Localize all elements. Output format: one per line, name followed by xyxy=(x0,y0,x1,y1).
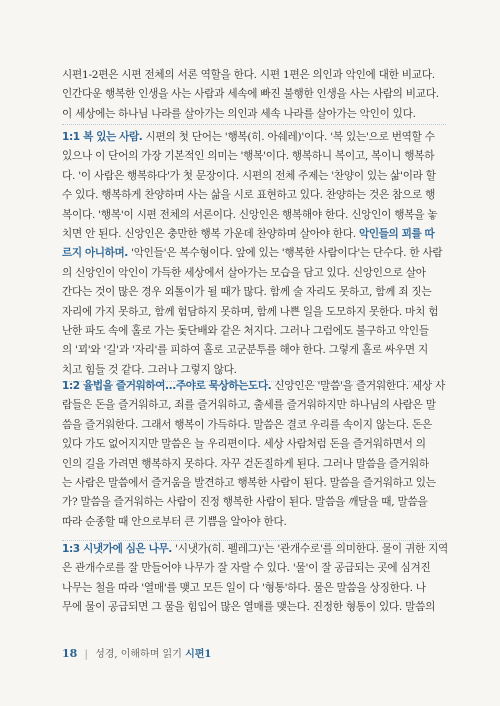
text-line: 수 있다. 행복하게 찬양하며 사는 삶을 시로 표현하고 있다. 찬양하는 것은 참으로 행 xyxy=(62,189,436,202)
text-line: 있으나 이 단어의 가장 기본적인 의미는 '행복'이다. 행복하니 복이고, 복이니 행복하 xyxy=(62,150,435,163)
text-line: 나무는 철을 따라 '열매'를 맺고 모든 일이 다 '형통'하다. 물은 말씀을 상징한다. 나 xyxy=(62,581,426,594)
text-line: 치면 안 된다. 신앙인은 충만한 행복 가운데 찬양하며 살아야 한다. 악인들의 꾀를 따 xyxy=(62,228,435,241)
section-divider xyxy=(62,124,446,125)
intro-line: 인간다운 행복한 인생을 사는 사람과 세속에 빠진 불행한 인생을 사는 사람의 비교다. xyxy=(62,88,439,101)
text-line: 자리에 가지 못하고, 함께 험담하지 못하며, 함께 나쁜 일을 도모하지 못한다. 마치 험 xyxy=(62,305,439,318)
text-line: 따라 순종할 때 안으로부터 큰 기쁨을 알아야 한다. xyxy=(62,515,287,528)
verse-emphasis: 악인들의 꾀를 따 xyxy=(358,228,435,241)
page-footer xyxy=(62,645,211,660)
text-line: 인의 길을 가려면 행복하지 못하다. 자꾸 걷돈질하게 된다. 그러나 말씀을 즐거워하 xyxy=(62,457,429,470)
verse-section-1-2 xyxy=(62,377,446,532)
text-line: 1:3 시냇가에 심은 나무. '시냇가(히. 펠레그)'는 '관개수로'를 의미한다. 물이 귀한 지역 xyxy=(62,543,449,555)
intro-line: 이 세상에는 하나님 나라를 살아가는 의인과 세속 나라를 살아가는 악인이 있다. xyxy=(62,107,416,120)
text-line: 있다 가도 없어지지만 말씀은 늘 우리편이다. 세상 사람처럼 돈을 즐거워하면서 의 xyxy=(62,438,426,451)
text-line: 의 신앙인이 악인이 가득한 세상에서 살아가는 모습을 담고 있다. 신앙인으로 살아 xyxy=(62,266,426,279)
page-number: 18 xyxy=(62,647,78,660)
text-line: 은 관개수로를 잘 만들어야 나무가 잘 자랄 수 있다. '물'이 잘 공급되는 곳에 심겨진 xyxy=(62,562,431,575)
verse-section-1-1 xyxy=(62,128,446,380)
text-line: 난한 파도 속에 홀로 가는 돛단배와 같은 처지다. 그러나 그럼에도 불구하고 악인들 xyxy=(62,325,429,338)
text-line: 람들은 돈을 즐거워하고, 죄를 즐거워하고, 출세를 즐거워하지만 하나님의 사람은 말 xyxy=(62,399,436,412)
text-line: 무에 물이 공급되면 그 물을 힘입어 많은 열매를 맺는다. 진정한 형통이 있다. 말씀의 xyxy=(62,601,436,614)
text-line: 르지 아니하며. '악인들'은 복수형이다. 앞에 있는 '행복한 사람이다'는 단수다. 한 사람 xyxy=(62,247,443,260)
intro-line: 시편1-2편은 시편 전체의 서론 역할을 한다. 시편 1편은 의인과 악인에 대한 비교다. xyxy=(62,69,435,81)
text-line: 다. '이 사람은 행복하다'가 첫 문장이다. 시편의 전체 주제는 '찬양이 있는 삶'이라 할 xyxy=(62,169,436,182)
verse-section-1-3 xyxy=(62,540,449,618)
text-line: 간다는 것이 많은 경우 외톨이가 될 때가 많다. 함께 술 자리도 못하고, 함께 죄 짓는 xyxy=(62,286,432,299)
verse-heading: 1:2 율법을 즐거워하여...주야로 묵상하는도다. xyxy=(62,380,272,392)
text-line: 치고 힘들 것 같다. 그러나 그렇지 않다. xyxy=(62,363,237,376)
text-line: 가? 말씀을 즐거워하는 사람이 진정 행복한 사람이 된다. 말씀을 깨달을 때, 말씀을 xyxy=(62,496,428,509)
book-title: 시편1 xyxy=(185,649,212,660)
text-line: 씀을 즐거워한다. 그래서 행복이 가득하다. 말씀은 결코 우리를 속이지 않는다. 돈은 xyxy=(62,418,432,431)
text-line: 1:2 율법을 즐거워하여...주야로 묵상하는도다. 신앙인은 '말씀'을 즐거워한다. 세상 사 xyxy=(62,380,446,392)
text-line: 복이다. '행복'이 시편 전체의 서론이다. 신앙인은 행복해야 한다. 신앙인이 행복을 놓 xyxy=(62,208,438,221)
text-line: 1:1 복 있는 사람. 시편의 첫 단어는 '행복(히. 아쉐레)'이다. '복 있는'으로 번역할 수 xyxy=(62,131,435,143)
verse-heading: 1:1 복 있는 사람. xyxy=(62,131,143,143)
verse-emphasis: 르지 아니하며. xyxy=(62,247,128,260)
intro-paragraph xyxy=(62,66,446,124)
footer-separator: | xyxy=(84,649,88,660)
text-line: 는 사람은 말씀에서 즐거움을 발견하고 행복한 사람이 된다. 말씀을 즐거워하고 있는 xyxy=(62,477,436,490)
series-title: 성경, 이해하며 읽기 xyxy=(95,649,182,660)
text-line: 의 '꾀'와 '길'과 '자리'를 피하여 홀로 고군분투를 해야 한다. 그렇게 홀로 싸우면 지 xyxy=(62,344,428,357)
verse-heading: 1:3 시냇가에 심은 나무. xyxy=(62,543,172,555)
